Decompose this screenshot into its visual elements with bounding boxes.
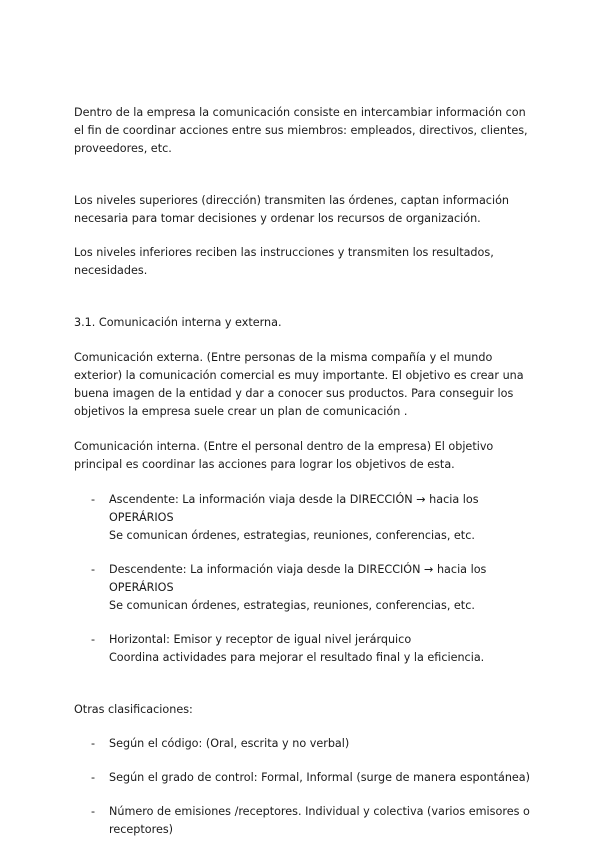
list-item-grado-control	[74, 769, 534, 787]
list-item-ascendente	[74, 491, 534, 545]
list-item-text: Según el grado de control: Formal, Informal (surge de manera espontánea)	[109, 771, 531, 784]
intro-paragraph-upper-levels: Los niveles superiores (dirección) transmiten las órdenes, captan información necesaria para tomar decisiones y ordenar los recursos de organización.	[74, 194, 510, 225]
other-classifications-title: Otras clasificaciones:	[74, 703, 193, 716]
list-item-horizontal	[74, 631, 534, 667]
intro-paragraph-lower-levels: Los niveles inferiores reciben las instrucciones y transmiten los resultados, necesidades.	[74, 246, 494, 277]
list-item-detail: Se comunican órdenes, estrategias, reuniones, conferencias, etc.	[109, 599, 475, 612]
document-page	[74, 104, 534, 855]
intro-paragraph-communication: Dentro de la empresa la comunicación consiste en intercambiar información con el fin de coordinar acciones entre sus miembros: empleados, directivos, clientes, proveedores, etc.	[74, 106, 528, 155]
bullet-dash: -	[91, 563, 96, 576]
other-classifications-list	[74, 735, 534, 839]
list-item-text: Descendente: La información viaja desde la DIRECCIÓN → hacia los OPERÁRIOS	[109, 563, 487, 594]
bullet-dash: -	[91, 805, 96, 818]
list-item-text: Horizontal: Emisor y receptor de igual nivel jerárquico	[109, 633, 412, 646]
list-item-codigo	[74, 735, 534, 753]
communication-levels-list	[74, 491, 534, 667]
list-item-text: Según el código: (Oral, escrita y no verbal)	[109, 737, 350, 750]
section-heading: 3.1. Comunicación interna y externa.	[74, 316, 282, 329]
internal-communication-paragraph: Comunicación interna. (Entre el personal dentro de la empresa) El objetivo principal es coordinar las acciones para lograr los objetivos de esta.	[74, 440, 494, 471]
bullet-dash: -	[91, 633, 96, 646]
list-item-emisiones	[74, 803, 534, 839]
list-item-detail: Se comunican órdenes, estrategias, reuniones, conferencias, etc.	[109, 529, 475, 542]
list-item-text: Ascendente: La información viaja desde la DIRECCIÓN → hacia los OPERÁRIOS	[109, 493, 479, 524]
bullet-dash: -	[91, 737, 96, 750]
external-communication-paragraph: Comunicación externa. (Entre personas de la misma compañía y el mundo exterior) la comunicación comercial es muy importante. El objetivo es crear una buena imagen de la entidad y dar a conocer sus productos. Para conseguir los objetivos la empresa suele crear un plan de comunicación .	[74, 351, 524, 418]
bullet-dash: -	[91, 493, 96, 506]
list-item-detail: Coordina actividades para mejorar el resultado final y la eficiencia.	[109, 651, 485, 664]
list-item-text: Número de emisiones /receptores. Individual y colectiva (varios emisores o receptores)	[109, 805, 530, 836]
list-item-descendente	[74, 561, 534, 615]
bullet-dash: -	[91, 771, 96, 784]
